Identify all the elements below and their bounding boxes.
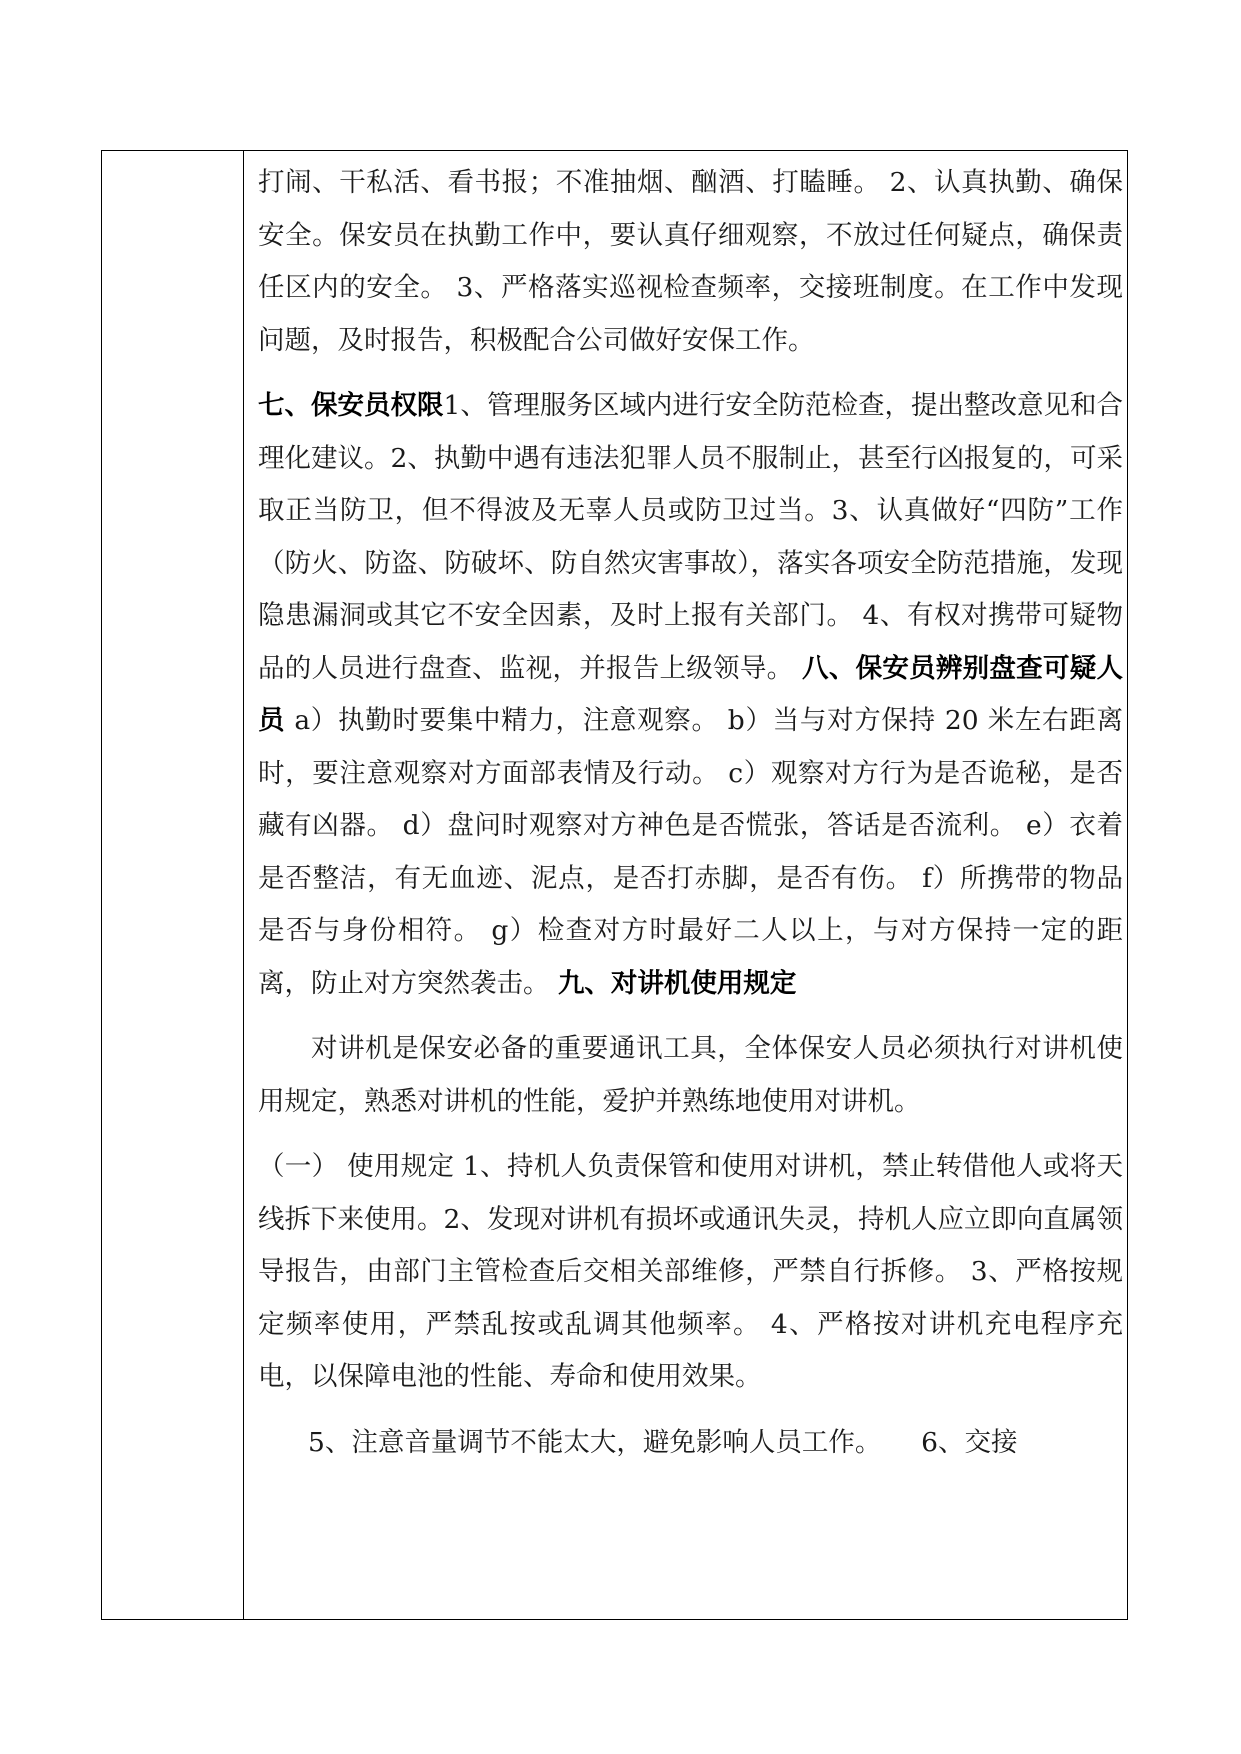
heading-section-9: 九、对讲机使用规定 bbox=[557, 967, 797, 999]
paragraph-duties-continued: 打闹、干私活、看书报；不准抽烟、酗酒、打瞌睡。 2、认真执勤、确保安全。保安员在执勤工作中，要认真仔细观察，不放过任何疑点，确保责任区内的安全。 3、严格落实巡视检查频率，交接班制度。在工作中发现问题，及时报告，积极配合公司做好安保工作。 bbox=[258, 167, 1123, 356]
paragraph-radio-intro: 对讲机是保安必备的重要通讯工具，全体保安人员必须执行对讲机使用规定，熟悉对讲机的性能，爱护并熟练地使用对讲机。 bbox=[258, 1033, 1123, 1117]
paragraph-permissions bbox=[258, 380, 1123, 1010]
table-content-cell bbox=[244, 151, 1127, 1619]
heading-section-8: 八、保安员辨别盘查可疑人员 bbox=[258, 652, 1123, 736]
section-7-text: 1、管理服务区域内进行安全防范检查，提出整改意见和合理化建议。2、执勤中遇有违法犯罪人员不服制止，甚至行凶报复的，可采取正当防卫，但不得波及无辜人员或防卫过当。3、认真做好“四防”工作（防火、防盗、防破坏、防自然灾害事故），落实各项安全防范措施，发现隐患漏洞或其它不安全因素，及时上报有关部门。 4、有权对携带可疑物品的人员进行盘查、监视，并报告上级领导。 bbox=[258, 390, 1123, 684]
heading-section-7: 七、保安员权限 bbox=[258, 390, 444, 421]
table-label-cell bbox=[102, 151, 244, 1619]
paragraph-radio-rules-continued: 5、注意音量调节不能太大，避免影响人员工作。 6、交接 bbox=[308, 1426, 1018, 1458]
paragraph-radio-rules: （一） 使用规定 1、持机人负责保管和使用对讲机，禁止转借他人或将天线拆下来使用。2、发现对讲机有损坏或通讯失灵，持机人应立即向直属领导报告，由部门主管检查后交相关部维修，严禁自行拆修。 3、严格按规定频率使用，严禁乱按或乱调其他频率。 4、严格按对讲机充电程序充电，以保障电池的性能、寿命和使用效果。 bbox=[258, 1151, 1123, 1392]
document-table bbox=[101, 150, 1128, 1620]
section-8-text: a）执勤时要集中精力，注意观察。 b）当与对方保持 20 米左右距离时，要注意观察对方面部表情及行动。 c）观察对方行为是否诡秘，是否藏有凶器。 d）盘问时观察对方神色是否慌张，答话是否流利。 e）衣着是否整洁，有无血迹、泥点，是否打赤脚，是否有伤。 f）所携带的物品是否与身份相符。 g）检查对方时最好二人以上，与对方保持一定的距离，防止对方突然袭击。 bbox=[258, 705, 1124, 999]
